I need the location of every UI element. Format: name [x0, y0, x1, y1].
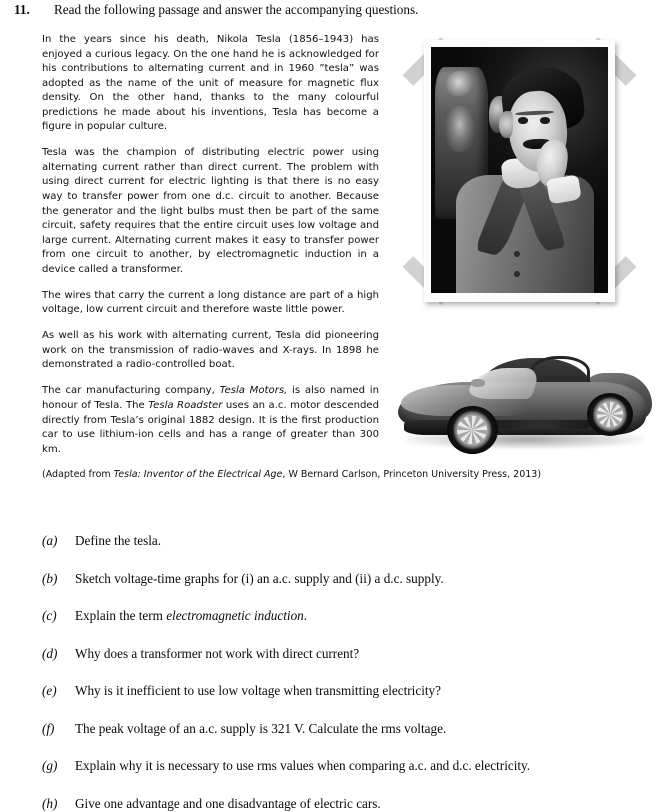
question-item-c [42, 608, 652, 624]
portrait-eye-left [518, 117, 528, 123]
question-label-e: (e) [42, 683, 57, 698]
question-instruction: Read the following passage and answer the accompanying questions. [54, 2, 419, 17]
passage-paragraph-5 [42, 384, 379, 457]
question-text-b: Sketch voltage-time graphs for (i) an a.c. supply and (ii) a d.c. supply. [75, 570, 444, 586]
passage-p5-italic1: Tesla Motors, [219, 385, 288, 397]
question-c-italic-term: electromagnetic induction [166, 608, 304, 623]
portrait-ear [499, 111, 513, 138]
question-label-g: (g) [42, 758, 58, 773]
passage-body [42, 33, 379, 457]
tesla-portrait-image [431, 47, 608, 293]
passage-p5-part1: The car manufacturing company, [42, 385, 220, 397]
question-label-d: (d) [42, 645, 58, 661]
source-citation [42, 468, 642, 481]
passage-paragraph-1: In the years since his death, Nikola Tesla (1856–1943) has enjoyed a curious legacy. On the one hand he is acknowledged for his contributions to alternating current and in 1960 ”tesla” was adopted as the name of the unit of measure for magnetic flux density. On the other hand, thanks to the many colourful predictions he made about his inventions, Tesla has become a figure in popular culture. [42, 34, 379, 133]
passage-p5-italic2: Tesla Roadster [148, 400, 223, 412]
question-text-e: Why is it inefficient to use low voltage when transmitting electricity? [75, 683, 441, 698]
tesla-roadster-figure [390, 337, 660, 456]
question-item-h [42, 796, 652, 812]
question-item-g [42, 758, 652, 774]
question-item-a [42, 533, 652, 549]
car-side-sill [493, 420, 590, 428]
tesla-portrait-figure [424, 40, 615, 302]
citation-suffix: , W Bernard Carlson, Princeton University Press, 2013) [282, 469, 542, 480]
question-text-d: Why does a transformer not work with direct current? [75, 645, 360, 661]
car-rear-wheel [587, 393, 633, 436]
passage-p5-part3: uses an a.c. motor descended directly from Tesla’s original 1882 design. It is the first production car to use lithium-ion cells and has a range of greater than 300 km. [42, 400, 379, 455]
question-label-c: (c) [42, 608, 57, 623]
question-c-after: . [303, 608, 308, 623]
question-label-f: (f) [42, 720, 55, 736]
portrait-button-lower [514, 271, 520, 277]
question-number: 11. [14, 2, 30, 17]
question-header [14, 2, 654, 18]
question-item-d [42, 646, 652, 662]
question-item-f [42, 721, 652, 737]
citation-prefix: (Adapted from [42, 469, 114, 480]
question-label-b: (b) [42, 570, 58, 586]
question-text-f: The peak voltage of an a.c. supply is 321 V. Calculate the rms voltage. [75, 720, 447, 736]
question-text-g: Explain why it is necessary to use rms values when comparing a.c. and d.c. electricity. [75, 758, 531, 773]
passage-paragraph-2: Tesla was the champion of distributing electric power using alternating current rather than direct current. The problem with using direct current for electric lighting is that there is no easy way to transfer power from one d.c. circuit to another. Because the generator and the light bulbs must then be part of the same circuit, safety requires that the entire circuit uses low voltage and large current. Alternating current makes it easy to transfer power from one circuit to another, by electromagnetic induction in a device called a transformer. [42, 147, 379, 275]
passage-paragraph-4: As well as his work with alternating current, Tesla did pioneering work on the transmission of radio-waves and X-rays. In 1898 he demonstrated a radio-controlled boat. [42, 330, 379, 371]
citation-book-title: Tesla: Inventor of the Electrical Age [113, 469, 283, 480]
question-label-a: (a) [42, 533, 58, 548]
portrait-button-upper [514, 251, 520, 257]
question-item-e [42, 683, 652, 699]
question-text-a: Define the tesla. [75, 533, 162, 548]
photo-frame [424, 40, 615, 302]
question-text-c [75, 608, 652, 624]
question-label-h: (h) [42, 795, 58, 811]
question-item-b [42, 571, 652, 587]
question-c-before: Explain the term [75, 608, 167, 623]
passage-paragraph-3: The wires that carry the current a long distance are part of a high voltage, low current circuit and therefore waste little power. [42, 289, 379, 316]
car-side-mirror [471, 379, 485, 387]
portrait-eye-right [540, 117, 550, 123]
passage-p5-part2: is also named in honour of Tesla. The [42, 385, 379, 412]
car-front-wheel [447, 406, 498, 454]
question-text-h: Give one advantage and one disadvantage of electric cars. [75, 795, 381, 811]
questions-list [42, 533, 652, 812]
